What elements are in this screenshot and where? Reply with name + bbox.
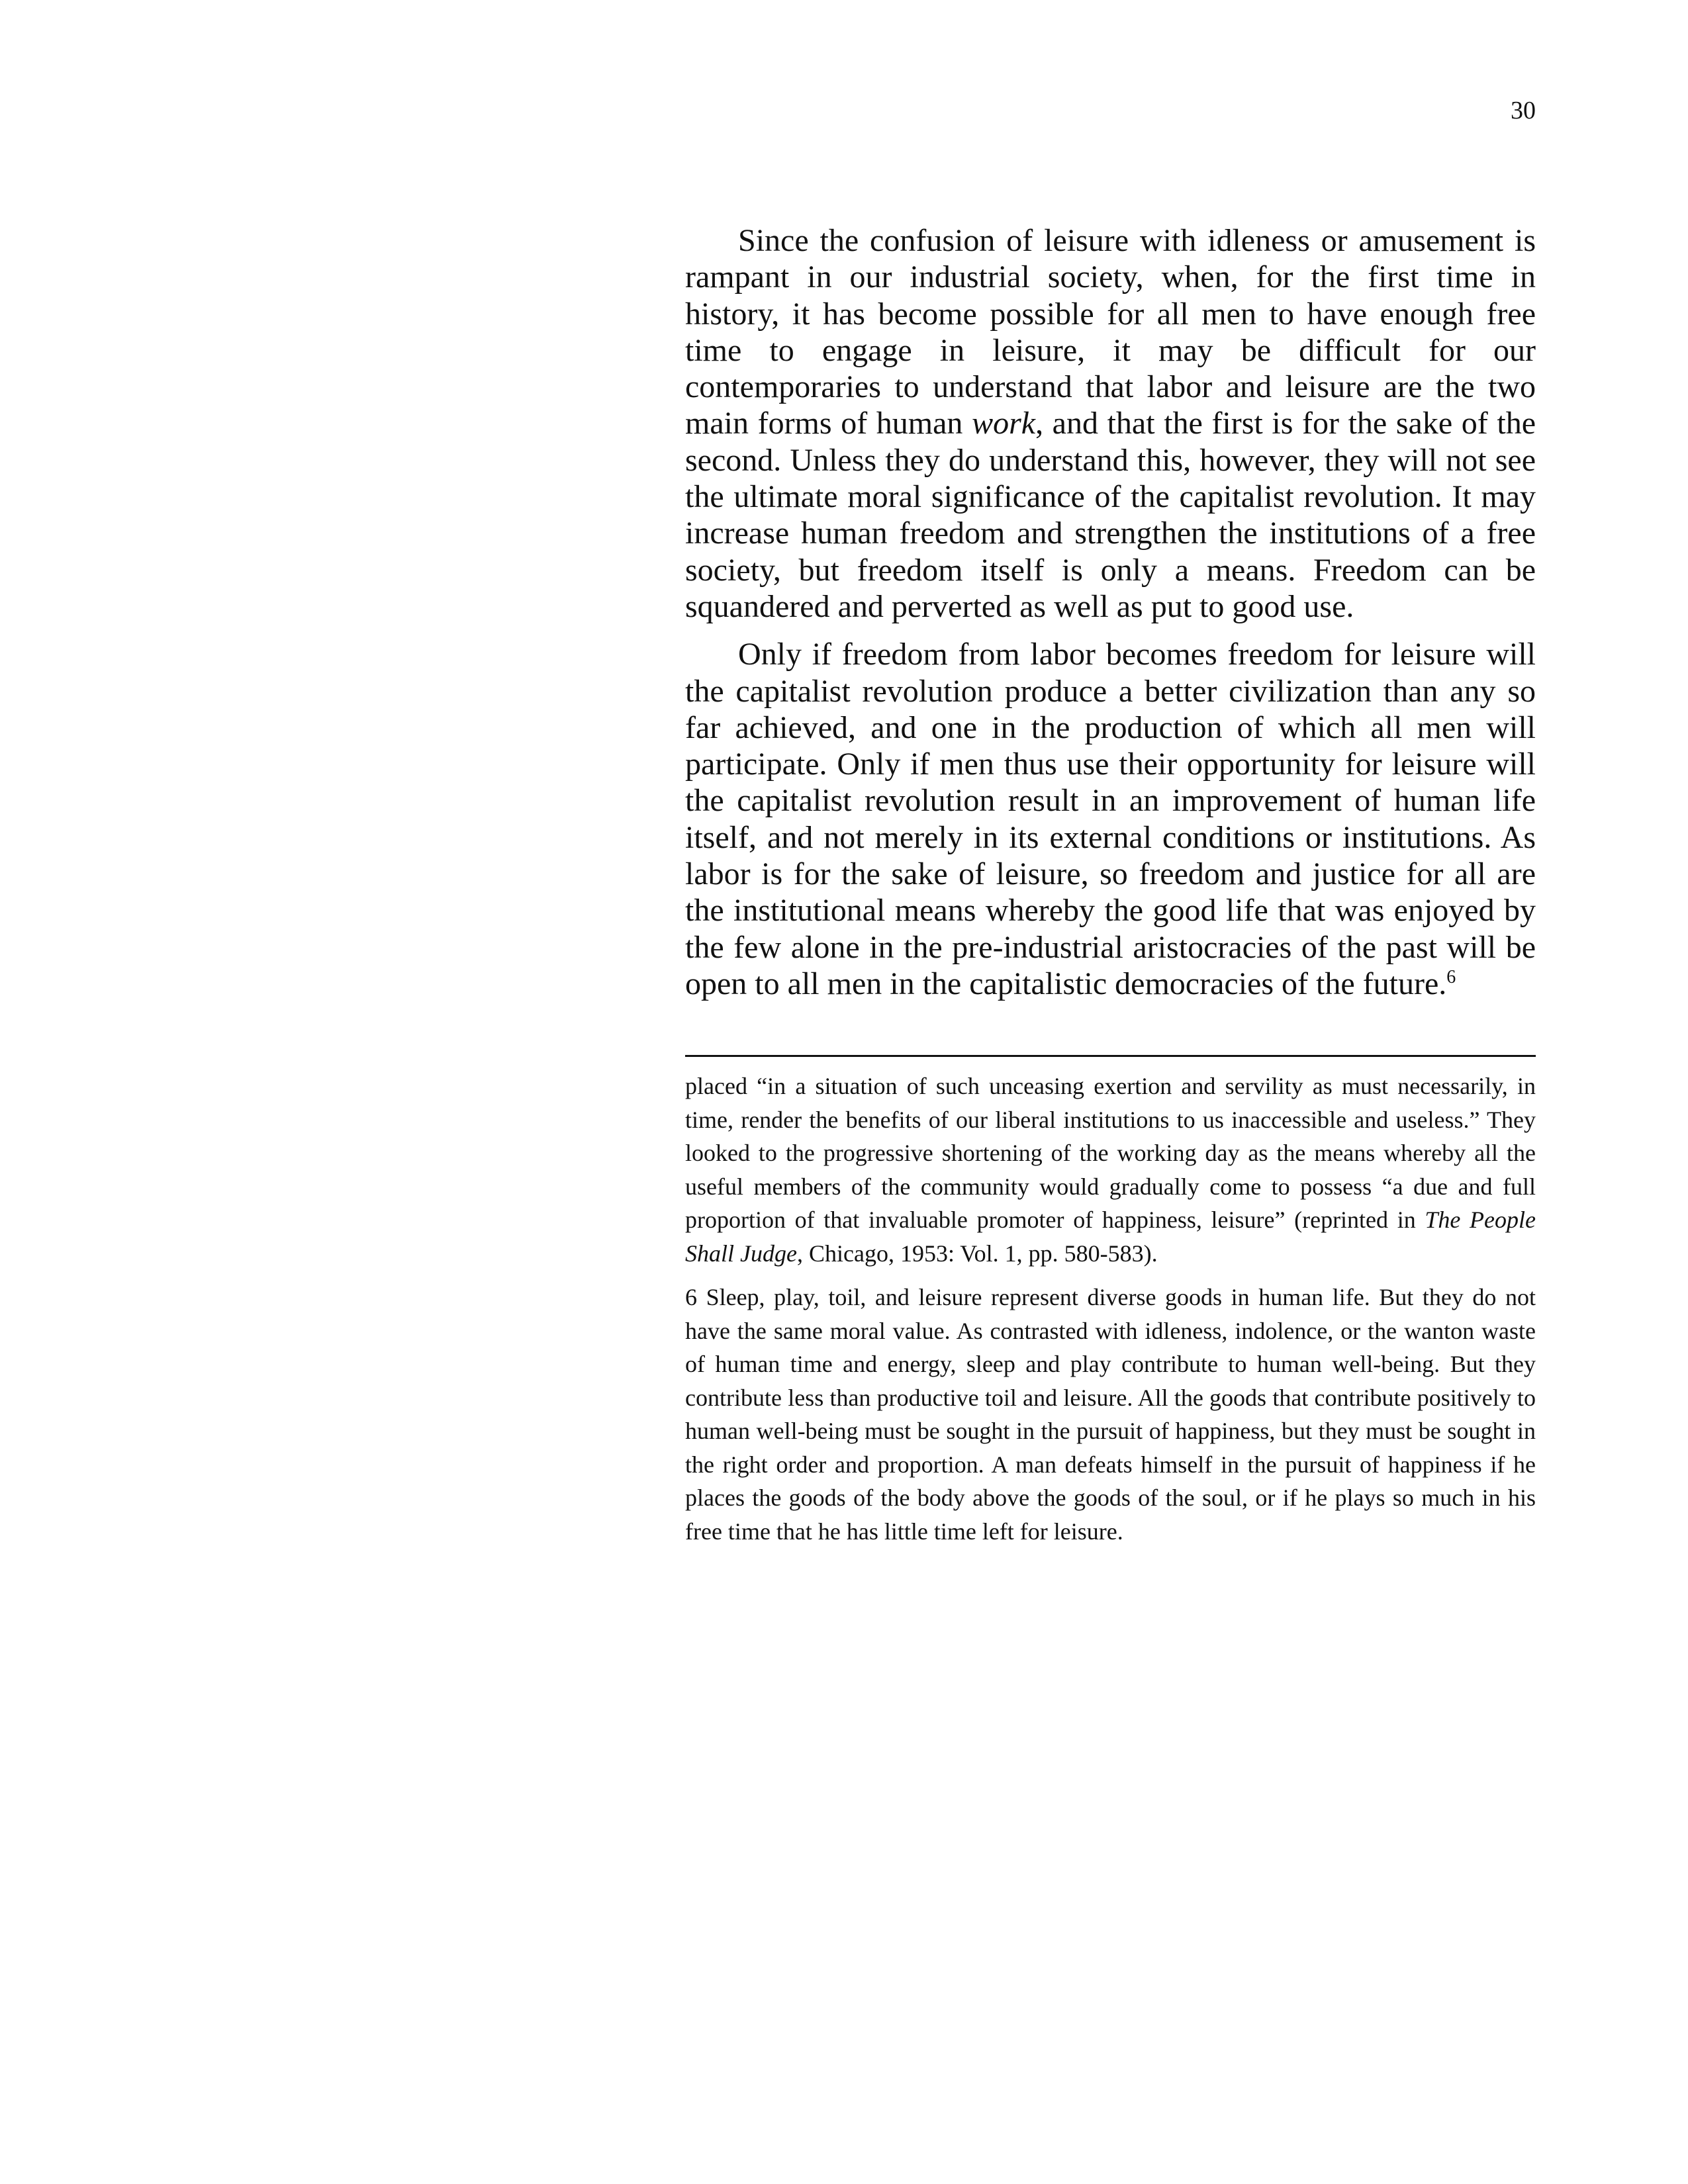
footnote-text-continued: , Chicago, 1953: Vol. 1, pp. 580-583). [796,1240,1158,1267]
footnote-marker: 6 [685,1284,697,1310]
footnote-text: placed “in a situation of such unceasing exertion and servility as must necessarily, in time, render the benefits of our liberal institutions to us inaccessible and useless.” They looked to the progressive shortening of the working day as the means whereby all the useful members of the community would gradually come to possess “a due and full proportion of that invaluable promoter of happiness, leisure” (reprinted in [685,1073,1536,1233]
page-number: 30 [1511,97,1536,124]
body-text [685,222,1536,1002]
paragraph-text-continued: , and that the first is for the sake of the second. Unless they do understand this, however, they will not see the ultimate moral significance of the capitalist revolution. It may increase human freedom and strengthen the institutions of a free society, but freedom itself is only a means. Freedom can be squandered and perverted as well as put to good use. [685,406,1536,624]
paragraph-text: Only if freedom from labor becomes freedom for leisure will the capitalist revolution produce a better civilization than any so far achieved, and one in the production of which all men will participate. Only if men thus use their opportunity for leisure will the capitalist revolution result in an improvement of human life itself, and not merely in its external conditions or institutions. As labor is for the sake of leisure, so freedom and justice for all are the institutional means whereby the good life that was enjoyed by the few alone in the pre-industrial aristocracies of the past will be open to all men in the capitalistic democracies of the future. [685,637,1536,1001]
footnote-text: Sleep, play, toil, and leisure represent diverse goods in human life. But they do not have the same moral value. As contrasted with idleness, indolence, or the wanton waste of human time and energy, sleep and play contribute to human well-being. But they contribute less than productive toil and leisure. All the goods that contribute positively to human well-being must be sought in the pursuit of happiness, but they must be sought in the right order and proportion. A man defeats himself in the pursuit of happiness if he places the goods of the body above the goods of the soul, or if he plays so much in his free time that he has little time left for leisure. [685,1284,1536,1545]
body-paragraph [685,636,1536,1002]
footnote-6 [685,1281,1536,1548]
footnote-reference: 6 [1446,966,1456,987]
emphasis-word: work [972,406,1036,441]
paragraph-text: Since the confusion of leisure with idleness or amusement is rampant in our industrial society, when, for the first time in history, it has become possible for all men to have enough free time to engage in leisure, it may be difficult for our contemporaries to understand that labor and leisure are the two main forms of human [685,223,1536,441]
footnote-separator [685,1055,1536,1057]
footnotes [685,1069,1536,1548]
footnote-continued [685,1069,1536,1270]
body-paragraph [685,222,1536,625]
book-title: The People Shall Judge [685,1206,1536,1267]
